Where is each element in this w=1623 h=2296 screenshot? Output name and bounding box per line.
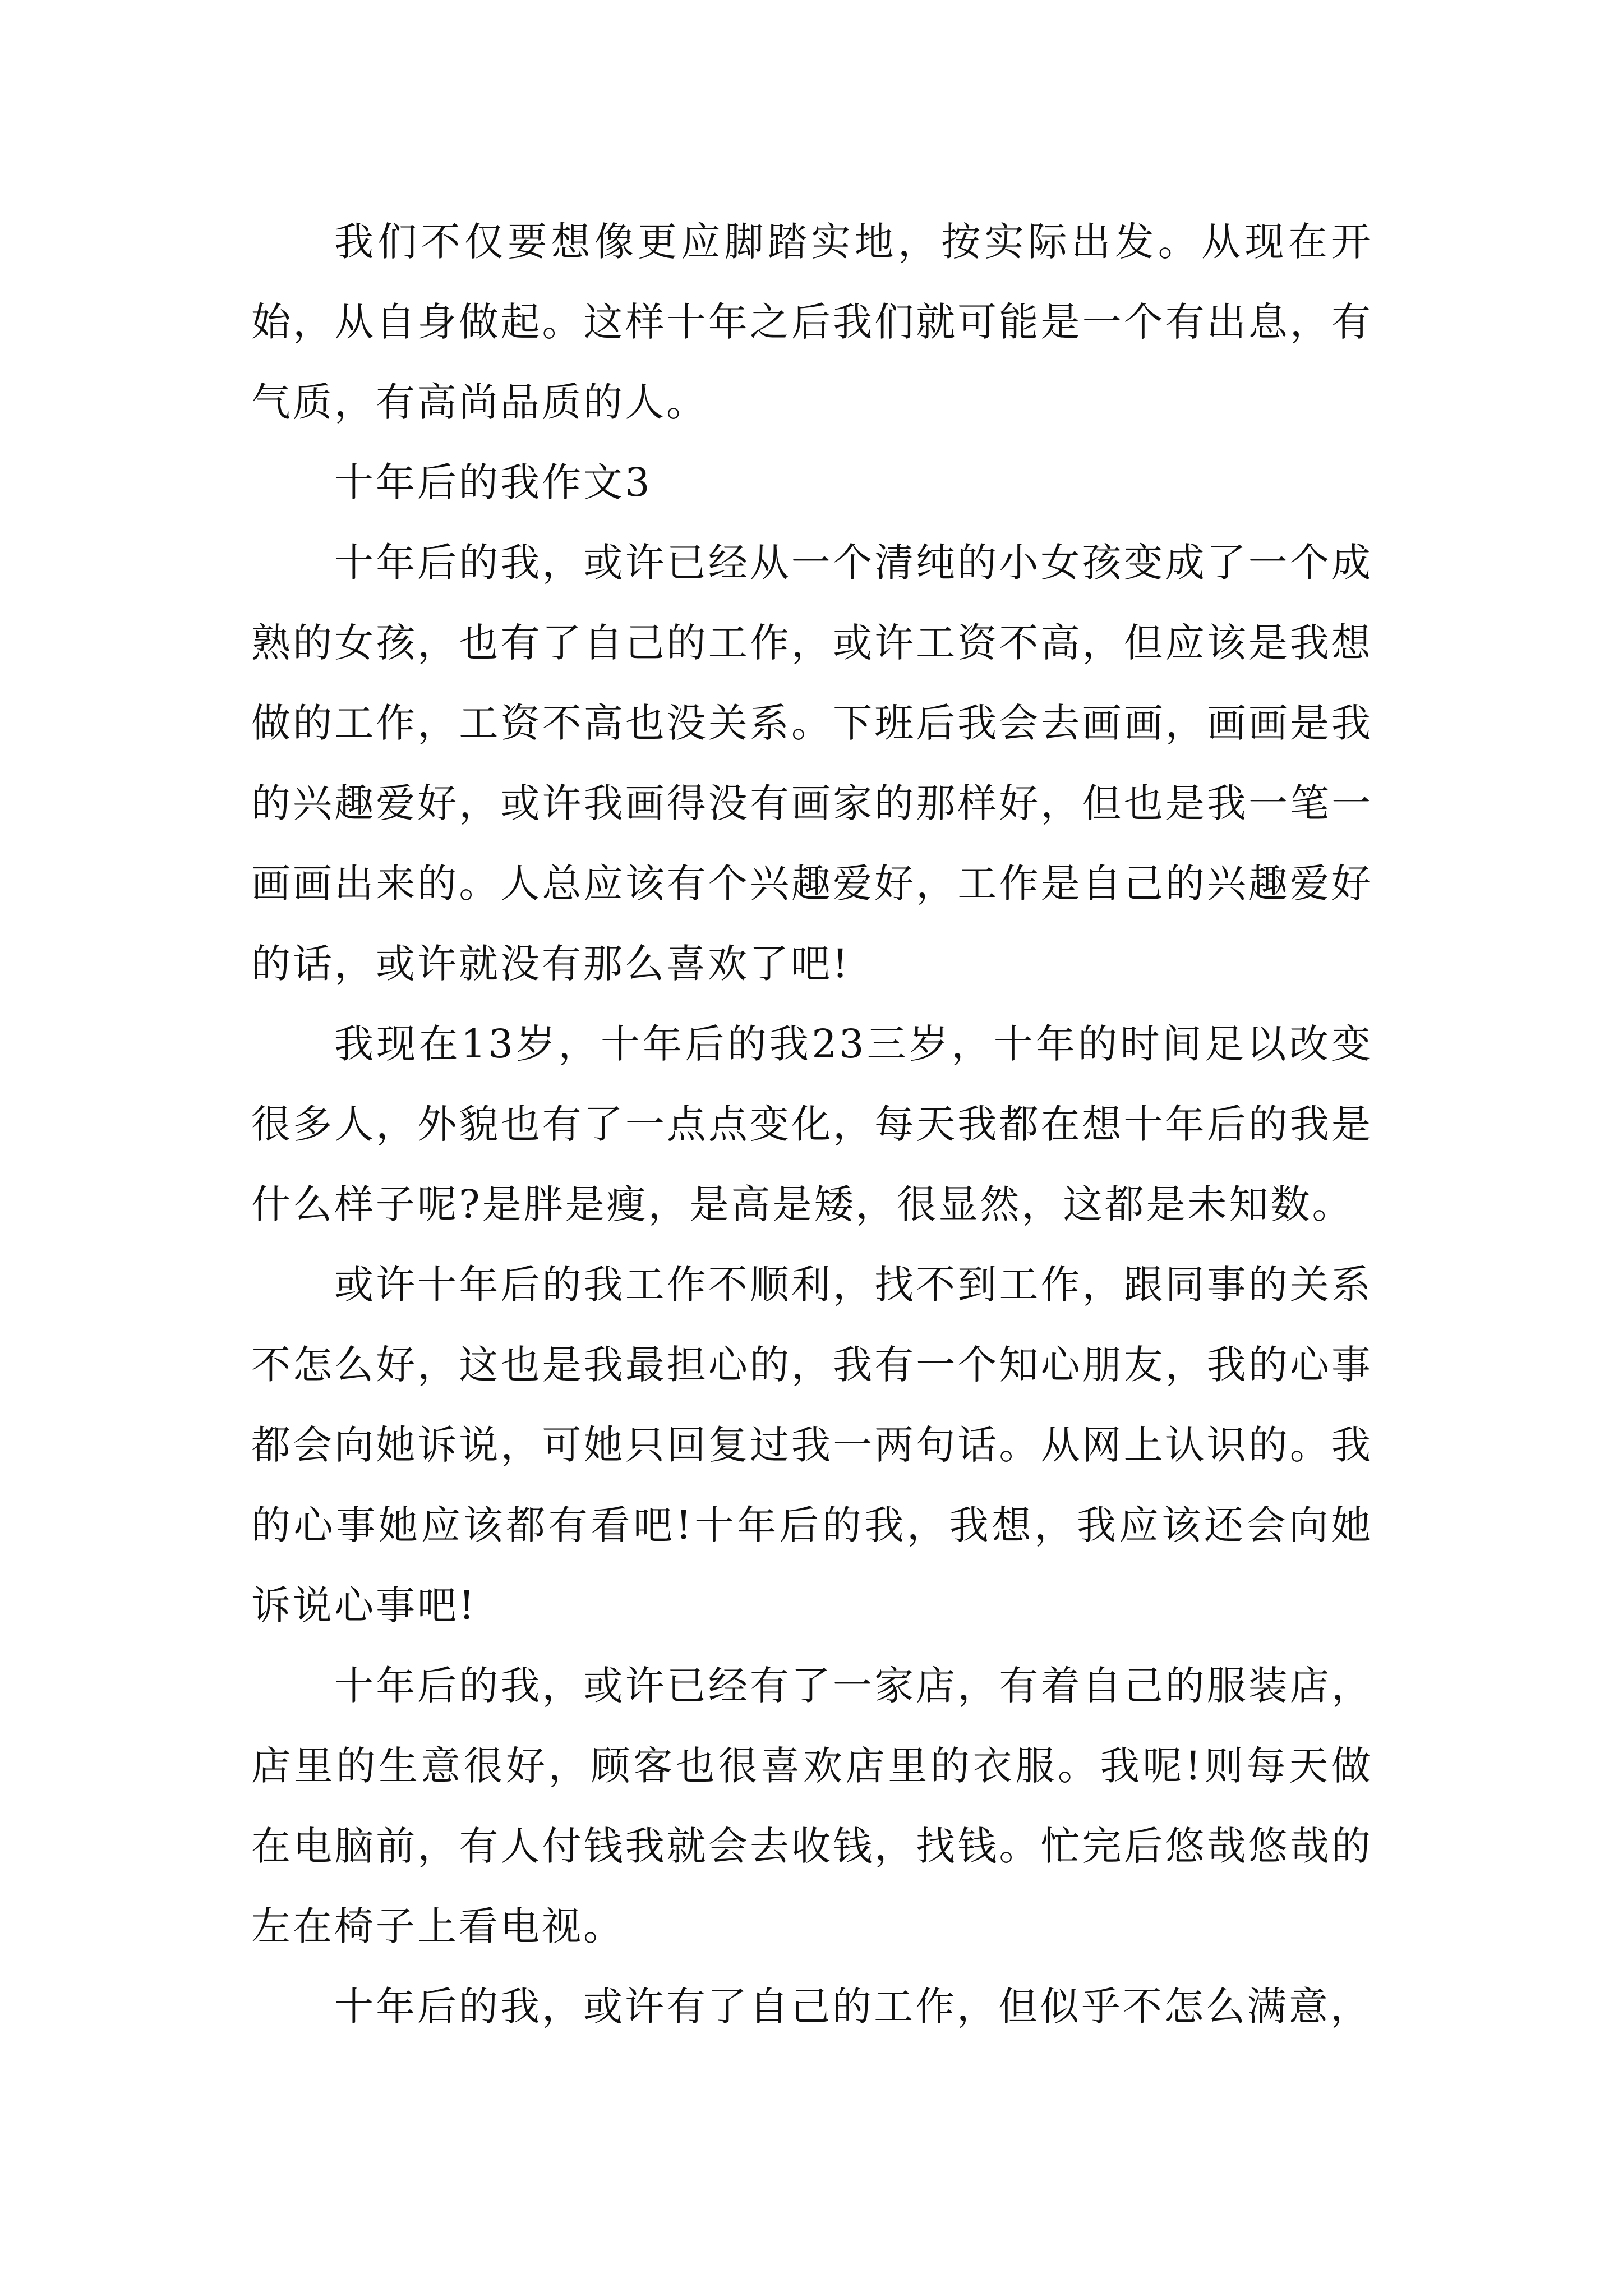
paragraph-6: 十年后的我，或许有了自己的工作，但似乎不怎么满意， — [334, 1984, 1372, 2030]
paragraph-2: 十年后的我，或许已经从一个清纯的小女孩变成了一个成熟的女孩，也有了自己的工作，或许工资不高，但应该是我想做的工作，工资不高也没关系。下班后我会去画画，画画是我的兴趣爱好，或许我画得没有画家的那样好，但也是我一笔一画画出来的。人总应该有个兴趣爱好，工作是自己的兴趣爱好的话，或许就没有那么喜欢了吧! — [251, 540, 1373, 987]
paragraph-5: 十年后的我，或许已经有了一家店，有着自己的服装店，店里的生意很好，顾客也很喜欢店里的衣服。我呢!则每天做在电脑前，有人付钱我就会去收钱，找钱。忙完后悠哉悠哉的左在椅子上看电视。 — [251, 1663, 1373, 1949]
section-heading: 十年后的我作文3 — [334, 459, 652, 505]
paragraph-3: 我现在13岁，十年后的我23三岁，十年的时间足以改变很多人，外貌也有了一点点变化，每天我都在想十年后的我是什么样子呢?是胖是瘦，是高是矮，很显然，这都是未知数。 — [251, 1021, 1373, 1227]
paragraph-4: 或许十年后的我工作不顺利，找不到工作，跟同事的关系不怎么好，这也是我最担心的，我有一个知心朋友，我的心事都会向她诉说，可她只回复过我一两句话。从网上认识的。我的心事她应该都有看吧!十年后的我，我想，我应该还会向她诉说心事吧! — [251, 1262, 1373, 1628]
document-body — [251, 202, 1373, 2047]
paragraph-1: 我们不仅要想像更应脚踏实地，按实际出发。从现在开始，从自身做起。这样十年之后我们就可能是一个有出息，有气质，有高尚品质的人。 — [251, 219, 1373, 425]
